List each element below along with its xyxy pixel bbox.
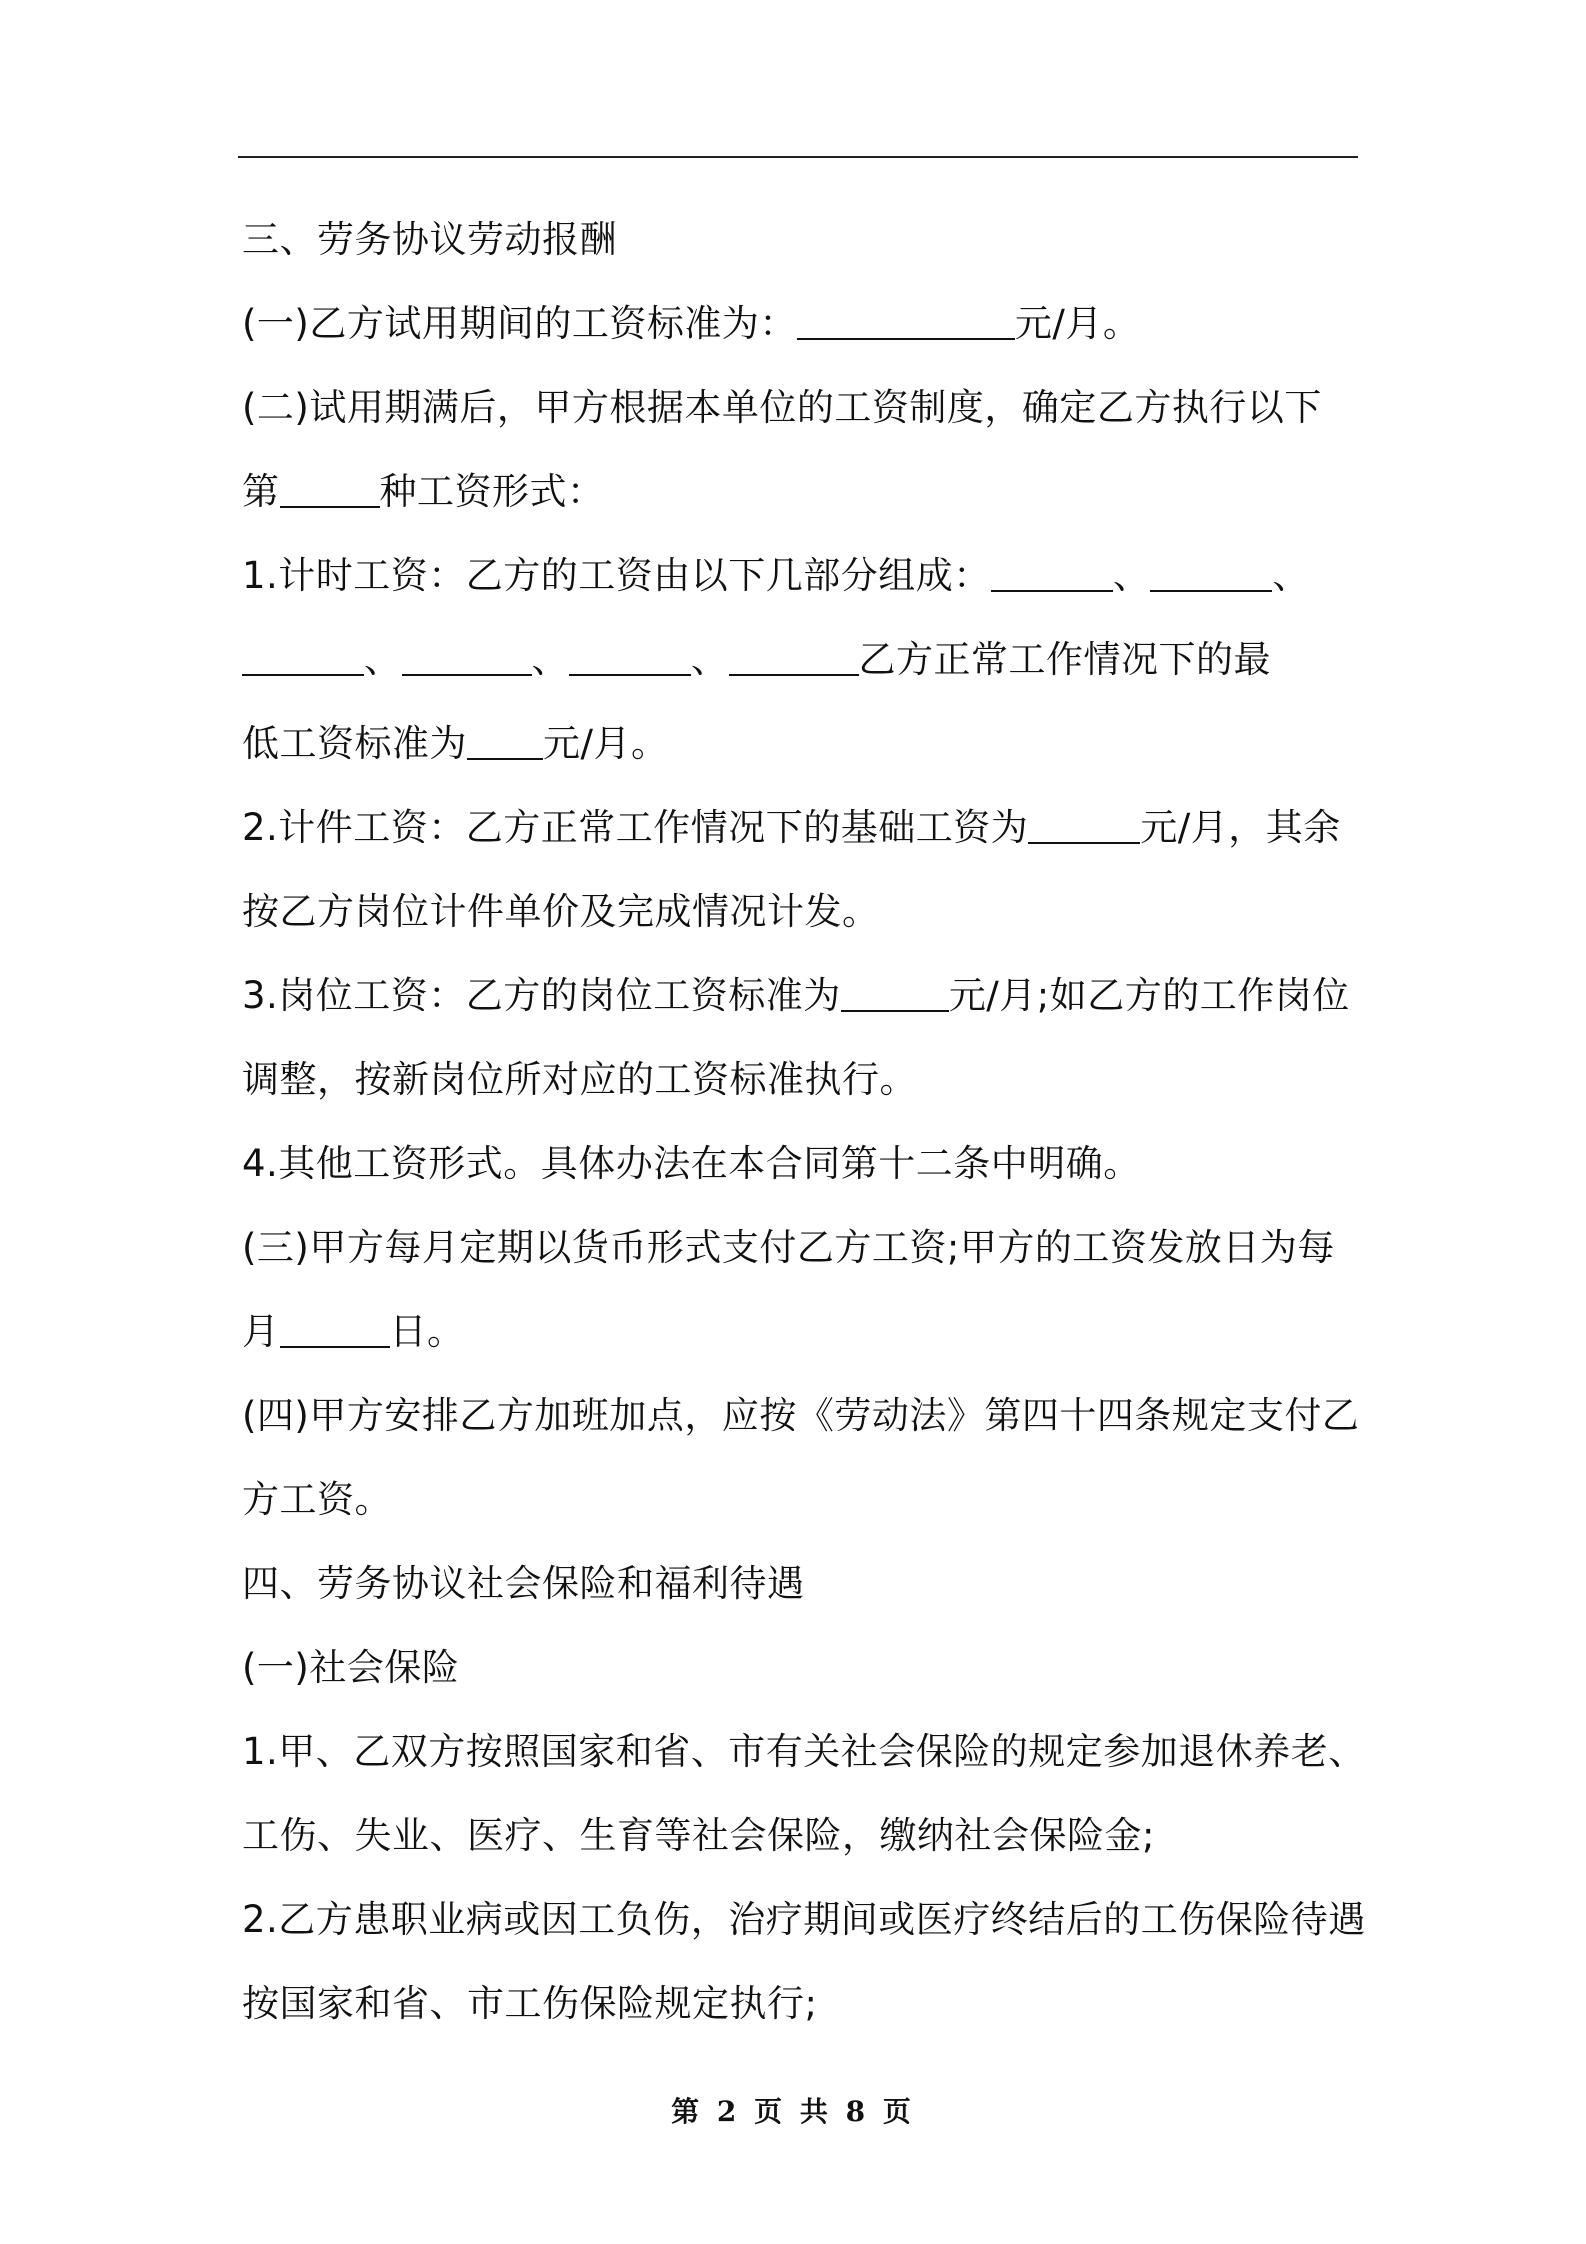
text: 元/月;如乙方的工作岗位 <box>948 974 1350 1017</box>
text: 低工资标准为 <box>242 722 467 765</box>
paragraph <box>242 1122 1358 1206</box>
paragraph <box>242 702 1358 786</box>
paragraph <box>242 366 1358 450</box>
text: 按国家和省、市工伤保险规定执行; <box>242 1982 818 2025</box>
paragraph <box>242 954 1358 1038</box>
page-footer <box>0 2090 1586 2130</box>
blank-field <box>797 298 1015 340</box>
text: (一)乙方试用期间的工资标准为： <box>242 302 797 345</box>
blank-field <box>467 718 543 760</box>
paragraph <box>242 786 1358 870</box>
paragraph <box>242 1458 1358 1542</box>
paragraph <box>242 534 1358 618</box>
blank-field <box>841 970 949 1012</box>
text: 、 <box>531 638 569 681</box>
blank-field <box>729 634 859 676</box>
text: 元/月。 <box>1014 302 1141 345</box>
text: 月 <box>242 1310 280 1353</box>
text: 1.甲、乙双方按照国家和省、市有关社会保险的规定参加退休养老、 <box>242 1730 1366 1773</box>
text: 1.计时工资：乙方的工资由以下几部分组成： <box>242 554 991 597</box>
paragraph <box>242 870 1358 954</box>
paragraph <box>242 1626 1358 1710</box>
text: 第 <box>242 470 280 513</box>
text: 调整，按新岗位所对应的工资标准执行。 <box>242 1058 917 1101</box>
text: 乙方正常工作情况下的最 <box>858 638 1271 681</box>
paragraph <box>242 618 1358 702</box>
blank-field <box>1028 802 1140 844</box>
paragraph <box>242 1206 1358 1290</box>
text: 按乙方岗位计件单价及完成情况计发。 <box>242 890 880 933</box>
text: (一)社会保险 <box>242 1646 460 1689</box>
document-body <box>242 198 1366 2046</box>
paragraph <box>242 1374 1358 1458</box>
text: 工伤、失业、医疗、生育等社会保险，缴纳社会保险金; <box>242 1814 1155 1857</box>
text: 、 <box>1272 554 1310 597</box>
blank-field <box>991 550 1113 592</box>
text: (二)试用期满后，甲方根据本单位的工资制度，确定乙方执行以下 <box>242 386 1322 429</box>
paragraph <box>242 1878 1366 1962</box>
blank-field <box>402 634 532 676</box>
text: 日。 <box>389 1310 465 1353</box>
paragraph <box>242 450 1358 534</box>
text: 、 <box>1112 554 1151 597</box>
text: 3.岗位工资：乙方的岗位工资标准为 <box>242 974 841 1017</box>
text: (四)甲方安排乙方加班加点，应按《劳动法》第四十四条规定支付乙 <box>242 1394 1360 1437</box>
text: 2.乙方患职业病或因工负伤，治疗期间或医疗终结后的工伤保险待遇 <box>242 1898 1366 1941</box>
paragraph <box>242 1038 1358 1122</box>
section-heading <box>242 1542 1358 1626</box>
section-heading <box>242 198 1358 282</box>
text: 、 <box>691 638 729 681</box>
text: 方工资。 <box>242 1478 392 1521</box>
text: (三)甲方每月定期以货币形式支付乙方工资;甲方的工资发放日为每 <box>242 1226 1335 1269</box>
text: 种工资形式： <box>379 470 605 513</box>
text: 元/月。 <box>543 722 669 765</box>
paragraph <box>242 1962 1358 2046</box>
paragraph <box>242 282 1358 366</box>
section-title: 三、劳务协议劳动报酬 <box>242 218 617 261</box>
blank-field <box>569 634 691 676</box>
blank-field <box>242 634 364 676</box>
text: 、 <box>364 638 402 681</box>
text: 4.其他工资形式。具体办法在本合同第十二条中明确。 <box>242 1142 1141 1185</box>
section-title: 四、劳务协议社会保险和福利待遇 <box>242 1562 805 1605</box>
page-number: 第 2 页 共 8 页 <box>671 2095 915 2128</box>
paragraph <box>242 1290 1358 1374</box>
blank-field <box>280 466 380 508</box>
paragraph <box>242 1794 1358 1878</box>
paragraph <box>242 1710 1366 1794</box>
blank-field <box>280 1306 390 1348</box>
header-rule <box>238 156 1358 158</box>
text: 元/月，其余 <box>1140 806 1341 849</box>
text: 2.计件工资：乙方正常工作情况下的基础工资为 <box>242 806 1029 849</box>
blank-field <box>1150 550 1272 592</box>
